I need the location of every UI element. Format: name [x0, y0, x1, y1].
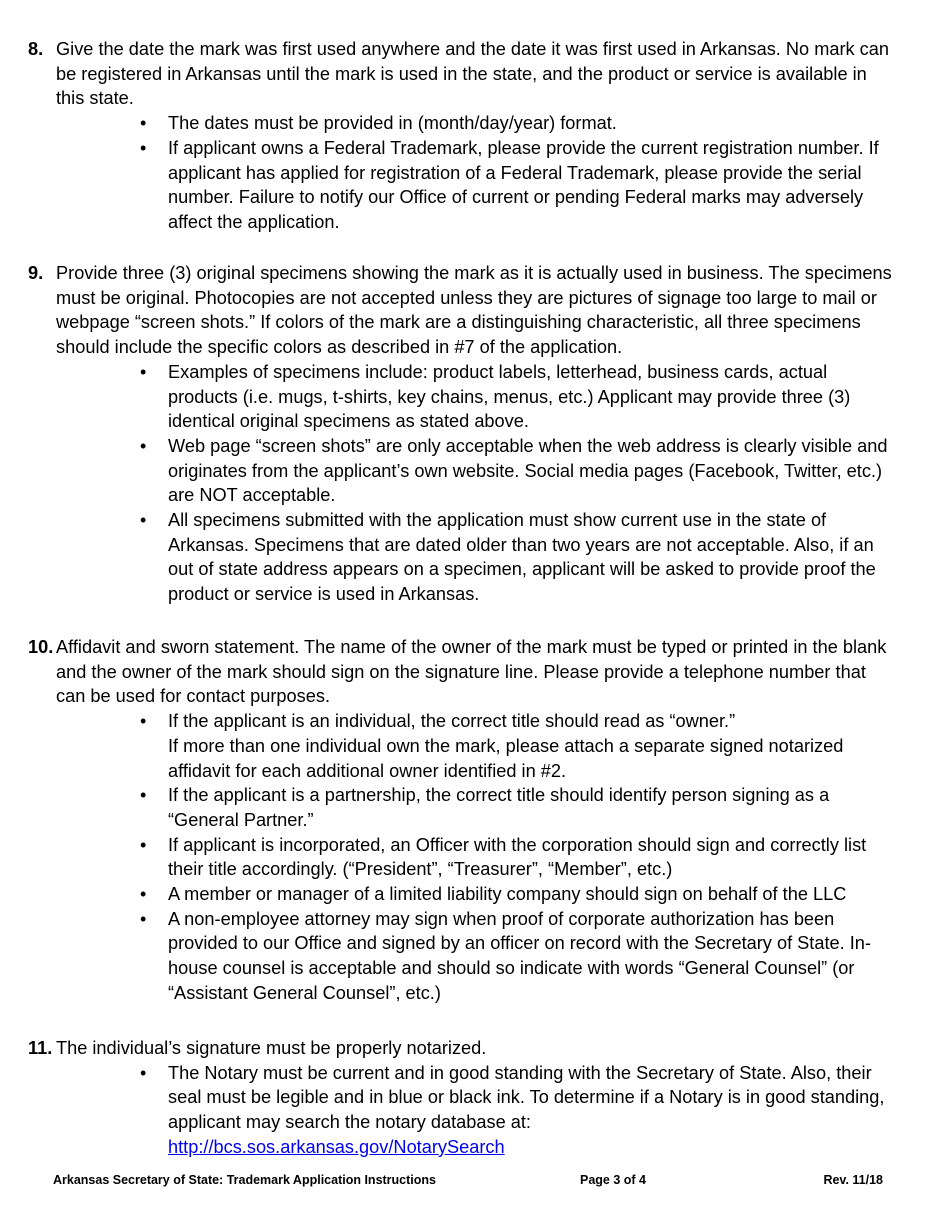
section-number: 10. [28, 637, 54, 657]
list-item: • A non-employee attorney may sign when proof of corporate authorization has been provided to our Office and signed by an officer on record with the Secretary of State. In-house counsel is acceptable and should so indicate with words “General Counsel” (or “Assistant General Counsel”, etc.) [140, 908, 871, 1003]
section-text: Affidavit and sworn statement. The name of the owner of the mark must be typed or printed in the blank and the owner of the mark should sign on the signature line. Please provide a telephone number that can be used for contact purposes. [56, 637, 887, 707]
footer-revision: Rev. 11/18 [823, 1173, 883, 1187]
bullet-icon: • [140, 1062, 147, 1083]
bullet-icon: • [140, 834, 147, 855]
section-number: 9. [28, 263, 44, 283]
bullet-icon: • [140, 435, 147, 456]
bullet-icon: • [140, 711, 147, 732]
bullet-icon: • [140, 908, 147, 929]
instruction-section-10 [28, 635, 898, 1006]
notary-search-link[interactable]: http://bcs.sos.arkansas.gov/NotarySearch [168, 1136, 505, 1157]
bullet-list [28, 360, 898, 607]
instruction-section-9 [28, 261, 898, 607]
list-item: • If applicant owns a Federal Trademark, please provide the current registration number. If applicant has applied for registration of a Federal Trademark, please provide the serial number. Failure to notify our Office of current or pending Federal marks may adversely affect the application. [140, 137, 879, 232]
list-item: • If the applicant is an individual, the correct title should read as “owner.” If more than one individual own the mark, please attach a separate signed notarized affidavit for each additional owner identified in #2. [140, 711, 844, 781]
list-item: • The dates must be provided in (month/day/year) format. [28, 111, 898, 136]
section-text: The individual’s signature must be properly notarized. [56, 1038, 487, 1058]
section-text: Provide three (3) original specimens showing the mark as it is actually used in business. The specimens must be original. Photocopies are not accepted unless they are pictures of signage too large to mail or webpage “screen shots.” If colors of the mark are a distinguishing characteristic, all three specimens should include the specific colors as described in #7 of the application. [56, 263, 892, 358]
bullet-list [28, 1061, 898, 1160]
footer-document-title: Arkansas Secretary of State: Trademark Application Instructions [53, 1173, 436, 1187]
list-item: • If applicant is incorporated, an Officer with the corporation should sign and correctly list their title accordingly. (“President”, “Treasurer”, “Member”, etc.) [140, 834, 867, 880]
bullet-icon: • [140, 361, 147, 382]
instruction-section-8 [28, 37, 898, 235]
section-number: 8. [28, 39, 44, 59]
footer-page-number: Page 3 of 4 [580, 1173, 646, 1187]
instruction-section-11 [28, 1036, 898, 1160]
bullet-list [28, 709, 898, 1005]
bullet-list [28, 111, 898, 235]
list-item: • Examples of specimens include: product labels, letterhead, business cards, actual products (i.e. mugs, t-shirts, key chains, menus, etc.) Applicant may provide three (3) identical original specimens as stated above. [140, 361, 851, 432]
bullet-icon: • [140, 137, 147, 158]
list-item: • Web page “screen shots” are only acceptable when the web address is clearly visible and originates from the applicant’s own website. Social media pages (Facebook, Twitter, etc.) are NOT acceptable. [140, 435, 888, 506]
bullet-icon: • [140, 510, 147, 531]
section-number: 11. [28, 1038, 53, 1058]
list-item: • All specimens submitted with the application must show current use in the state of Arkansas. Specimens that are dated older than two years are not acceptable. Also, if an out of state address appears on a specimen, applicant will be asked to provide proof the product or service is used in Arkansas. [140, 510, 876, 605]
section-text: Give the date the mark was first used anywhere and the date it was first used in Arkansas. No mark can be registered in Arkansas until the mark is used in the state, and the product or service is available in this state. [56, 39, 889, 109]
bullet-icon: • [140, 113, 147, 134]
bullet-icon: • [140, 785, 147, 806]
list-item: • The Notary must be current and in good standing with the Secretary of State. Also, their seal must be legible and in blue or black ink. To determine if a Notary is in good standing, applicant may search the notary database at: http://bcs.sos.arkansas.gov/NotarySearch [140, 1062, 885, 1157]
list-item: • If the applicant is a partnership, the correct title should identify person signing as a “General Partner.” [140, 785, 830, 830]
list-item: • A member or manager of a limited liability company should sign on behalf of the LLC [28, 882, 898, 907]
bullet-icon: • [140, 884, 147, 905]
